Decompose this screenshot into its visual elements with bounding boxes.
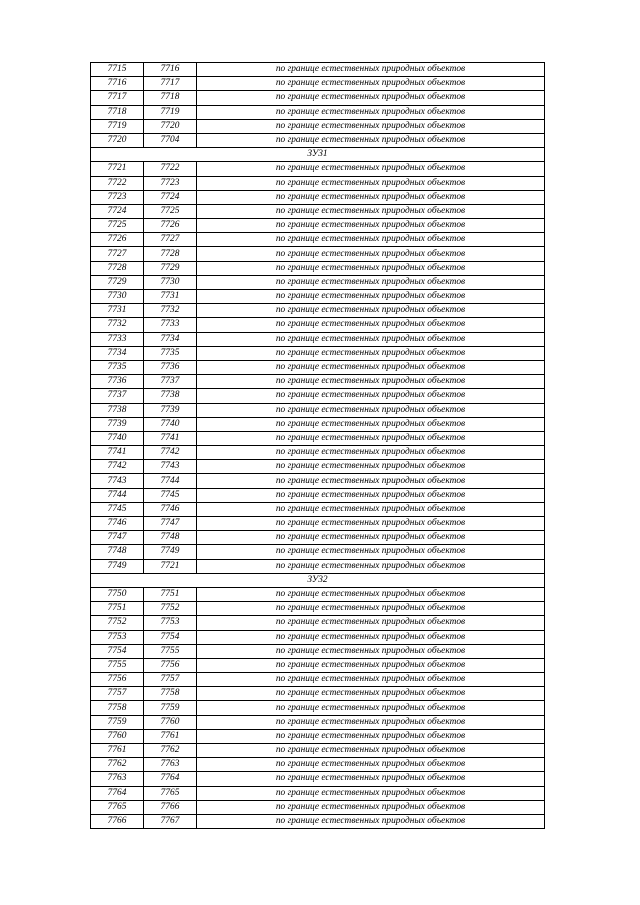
point-to-cell: 7759 xyxy=(144,701,197,715)
table-row xyxy=(91,190,545,204)
point-from-cell: 7739 xyxy=(91,417,144,431)
point-from-cell: 7747 xyxy=(91,531,144,545)
point-from-cell: 7734 xyxy=(91,346,144,360)
point-from-cell: 7727 xyxy=(91,247,144,261)
boundary-description-cell: по границе естественных природных объектов xyxy=(197,729,545,743)
table-row xyxy=(91,389,545,403)
point-from-cell: 7748 xyxy=(91,545,144,559)
boundary-description-cell: по границе естественных природных объектов xyxy=(197,247,545,261)
point-from-cell: 7721 xyxy=(91,162,144,176)
point-to-cell: 7757 xyxy=(144,673,197,687)
boundary-description-cell: по границе естественных природных объектов xyxy=(197,602,545,616)
table-row xyxy=(91,275,545,289)
point-from-cell: 7732 xyxy=(91,318,144,332)
point-to-cell: 7722 xyxy=(144,162,197,176)
point-to-cell: 7716 xyxy=(144,63,197,77)
point-from-cell: 7766 xyxy=(91,814,144,828)
point-to-cell: 7749 xyxy=(144,545,197,559)
boundary-table-body xyxy=(91,63,545,829)
point-from-cell: 7730 xyxy=(91,290,144,304)
point-from-cell: 7750 xyxy=(91,587,144,601)
point-to-cell: 7747 xyxy=(144,517,197,531)
point-from-cell: 7725 xyxy=(91,219,144,233)
boundary-description-cell: по границе естественных природных объектов xyxy=(197,318,545,332)
point-from-cell: 7763 xyxy=(91,772,144,786)
table-row xyxy=(91,119,545,133)
boundary-table xyxy=(90,62,545,829)
table-row xyxy=(91,474,545,488)
boundary-description-cell: по границе естественных природных объектов xyxy=(197,786,545,800)
point-to-cell: 7766 xyxy=(144,800,197,814)
point-from-cell: 7746 xyxy=(91,517,144,531)
point-to-cell: 7726 xyxy=(144,219,197,233)
point-from-cell: 7762 xyxy=(91,758,144,772)
point-to-cell: 7720 xyxy=(144,119,197,133)
table-row xyxy=(91,559,545,573)
boundary-description-cell: по границе естественных природных объектов xyxy=(197,758,545,772)
boundary-description-cell: по границе естественных природных объектов xyxy=(197,814,545,828)
point-to-cell: 7745 xyxy=(144,488,197,502)
table-row xyxy=(91,360,545,374)
table-row xyxy=(91,715,545,729)
point-to-cell: 7752 xyxy=(144,602,197,616)
point-to-cell: 7736 xyxy=(144,360,197,374)
point-from-cell: 7761 xyxy=(91,744,144,758)
point-from-cell: 7716 xyxy=(91,77,144,91)
point-from-cell: 7729 xyxy=(91,275,144,289)
point-to-cell: 7728 xyxy=(144,247,197,261)
point-to-cell: 7724 xyxy=(144,190,197,204)
point-from-cell: 7736 xyxy=(91,375,144,389)
section-header-row xyxy=(91,573,545,587)
point-to-cell: 7760 xyxy=(144,715,197,729)
point-to-cell: 7740 xyxy=(144,417,197,431)
boundary-description-cell: по границе естественных природных объектов xyxy=(197,630,545,644)
point-from-cell: 7749 xyxy=(91,559,144,573)
table-row xyxy=(91,290,545,304)
boundary-description-cell: по границе естественных природных объектов xyxy=(197,744,545,758)
boundary-description-cell: по границе естественных природных объектов xyxy=(197,800,545,814)
point-to-cell: 7725 xyxy=(144,204,197,218)
boundary-description-cell: по границе естественных природных объектов xyxy=(197,488,545,502)
point-to-cell: 7739 xyxy=(144,403,197,417)
point-to-cell: 7734 xyxy=(144,332,197,346)
point-to-cell: 7753 xyxy=(144,616,197,630)
table-row xyxy=(91,332,545,346)
point-from-cell: 7724 xyxy=(91,204,144,218)
boundary-description-cell: по границе естественных природных объектов xyxy=(197,275,545,289)
point-from-cell: 7720 xyxy=(91,133,144,147)
point-from-cell: 7718 xyxy=(91,105,144,119)
point-to-cell: 7738 xyxy=(144,389,197,403)
point-to-cell: 7751 xyxy=(144,587,197,601)
table-row xyxy=(91,403,545,417)
table-row xyxy=(91,729,545,743)
boundary-description-cell: по границе естественных природных объектов xyxy=(197,772,545,786)
boundary-description-cell: по границе естественных природных объектов xyxy=(197,460,545,474)
boundary-description-cell: по границе естественных природных объектов xyxy=(197,190,545,204)
table-row xyxy=(91,502,545,516)
table-row xyxy=(91,233,545,247)
table-row xyxy=(91,673,545,687)
point-from-cell: 7735 xyxy=(91,360,144,374)
table-row xyxy=(91,91,545,105)
boundary-description-cell: по границе естественных природных объектов xyxy=(197,162,545,176)
point-to-cell: 7718 xyxy=(144,91,197,105)
section-header: ЗУ31 xyxy=(91,148,545,162)
table-row xyxy=(91,744,545,758)
boundary-description-cell: по границе естественных природных объектов xyxy=(197,91,545,105)
boundary-description-cell: по границе естественных природных объектов xyxy=(197,389,545,403)
table-row xyxy=(91,431,545,445)
point-to-cell: 7754 xyxy=(144,630,197,644)
point-to-cell: 7732 xyxy=(144,304,197,318)
point-from-cell: 7731 xyxy=(91,304,144,318)
boundary-description-cell: по границе естественных природных объектов xyxy=(197,304,545,318)
table-row xyxy=(91,204,545,218)
point-from-cell: 7755 xyxy=(91,658,144,672)
table-row xyxy=(91,701,545,715)
table-row xyxy=(91,460,545,474)
point-from-cell: 7719 xyxy=(91,119,144,133)
point-from-cell: 7744 xyxy=(91,488,144,502)
point-to-cell: 7742 xyxy=(144,446,197,460)
point-from-cell: 7726 xyxy=(91,233,144,247)
section-header: ЗУ32 xyxy=(91,573,545,587)
point-to-cell: 7744 xyxy=(144,474,197,488)
boundary-description-cell: по границе естественных природных объектов xyxy=(197,531,545,545)
table-row xyxy=(91,602,545,616)
table-row xyxy=(91,772,545,786)
boundary-description-cell: по границе естественных природных объектов xyxy=(197,644,545,658)
point-to-cell: 7733 xyxy=(144,318,197,332)
table-row xyxy=(91,247,545,261)
table-row xyxy=(91,261,545,275)
point-from-cell: 7733 xyxy=(91,332,144,346)
table-row xyxy=(91,488,545,502)
table-row xyxy=(91,77,545,91)
boundary-description-cell: по границе естественных природных объектов xyxy=(197,176,545,190)
point-to-cell: 7730 xyxy=(144,275,197,289)
boundary-description-cell: по границе естественных природных объектов xyxy=(197,616,545,630)
table-row xyxy=(91,417,545,431)
table-row xyxy=(91,545,545,559)
point-to-cell: 7763 xyxy=(144,758,197,772)
boundary-description-cell: по границе естественных природных объектов xyxy=(197,431,545,445)
table-row xyxy=(91,644,545,658)
table-row xyxy=(91,517,545,531)
point-from-cell: 7760 xyxy=(91,729,144,743)
point-from-cell: 7740 xyxy=(91,431,144,445)
point-from-cell: 7745 xyxy=(91,502,144,516)
point-to-cell: 7741 xyxy=(144,431,197,445)
point-to-cell: 7723 xyxy=(144,176,197,190)
table-row xyxy=(91,375,545,389)
point-to-cell: 7756 xyxy=(144,658,197,672)
boundary-description-cell: по границе естественных природных объектов xyxy=(197,133,545,147)
table-row xyxy=(91,219,545,233)
point-to-cell: 7731 xyxy=(144,290,197,304)
point-from-cell: 7715 xyxy=(91,63,144,77)
point-to-cell: 7767 xyxy=(144,814,197,828)
point-to-cell: 7729 xyxy=(144,261,197,275)
point-to-cell: 7743 xyxy=(144,460,197,474)
point-to-cell: 7748 xyxy=(144,531,197,545)
point-from-cell: 7741 xyxy=(91,446,144,460)
boundary-description-cell: по границе естественных природных объектов xyxy=(197,701,545,715)
boundary-description-cell: по границе естественных природных объектов xyxy=(197,417,545,431)
boundary-description-cell: по границе естественных природных объектов xyxy=(197,219,545,233)
table-row xyxy=(91,758,545,772)
point-to-cell: 7762 xyxy=(144,744,197,758)
table-row xyxy=(91,687,545,701)
point-from-cell: 7752 xyxy=(91,616,144,630)
point-to-cell: 7721 xyxy=(144,559,197,573)
table-row xyxy=(91,176,545,190)
point-from-cell: 7738 xyxy=(91,403,144,417)
table-row xyxy=(91,630,545,644)
boundary-description-cell: по границе естественных природных объектов xyxy=(197,346,545,360)
boundary-description-cell: по границе естественных природных объектов xyxy=(197,502,545,516)
point-from-cell: 7765 xyxy=(91,800,144,814)
boundary-description-cell: по границе естественных природных объектов xyxy=(197,261,545,275)
table-row xyxy=(91,814,545,828)
table-row xyxy=(91,658,545,672)
boundary-description-cell: по границе естественных природных объектов xyxy=(197,360,545,374)
point-to-cell: 7704 xyxy=(144,133,197,147)
boundary-description-cell: по границе естественных природных объектов xyxy=(197,332,545,346)
point-from-cell: 7764 xyxy=(91,786,144,800)
point-to-cell: 7758 xyxy=(144,687,197,701)
boundary-description-cell: по границе естественных природных объектов xyxy=(197,517,545,531)
point-from-cell: 7758 xyxy=(91,701,144,715)
point-to-cell: 7727 xyxy=(144,233,197,247)
boundary-description-cell: по границе естественных природных объектов xyxy=(197,545,545,559)
table-row xyxy=(91,786,545,800)
point-from-cell: 7751 xyxy=(91,602,144,616)
table-row xyxy=(91,63,545,77)
point-from-cell: 7737 xyxy=(91,389,144,403)
point-to-cell: 7755 xyxy=(144,644,197,658)
point-from-cell: 7728 xyxy=(91,261,144,275)
point-to-cell: 7765 xyxy=(144,786,197,800)
boundary-description-cell: по границе естественных природных объектов xyxy=(197,119,545,133)
table-row xyxy=(91,105,545,119)
point-to-cell: 7764 xyxy=(144,772,197,786)
point-to-cell: 7717 xyxy=(144,77,197,91)
boundary-description-cell: по границе естественных природных объектов xyxy=(197,587,545,601)
boundary-description-cell: по границе естественных природных объектов xyxy=(197,446,545,460)
table-row xyxy=(91,800,545,814)
point-to-cell: 7746 xyxy=(144,502,197,516)
table-row xyxy=(91,304,545,318)
table-row xyxy=(91,616,545,630)
boundary-description-cell: по границе естественных природных объектов xyxy=(197,403,545,417)
table-row xyxy=(91,531,545,545)
point-from-cell: 7743 xyxy=(91,474,144,488)
point-to-cell: 7737 xyxy=(144,375,197,389)
point-to-cell: 7761 xyxy=(144,729,197,743)
point-from-cell: 7722 xyxy=(91,176,144,190)
table-row xyxy=(91,133,545,147)
point-from-cell: 7759 xyxy=(91,715,144,729)
table-row xyxy=(91,587,545,601)
table-row xyxy=(91,318,545,332)
point-from-cell: 7757 xyxy=(91,687,144,701)
boundary-description-cell: по границе естественных природных объектов xyxy=(197,474,545,488)
table-row xyxy=(91,162,545,176)
boundary-description-cell: по границе естественных природных объектов xyxy=(197,204,545,218)
boundary-description-cell: по границе естественных природных объектов xyxy=(197,658,545,672)
point-from-cell: 7756 xyxy=(91,673,144,687)
point-from-cell: 7754 xyxy=(91,644,144,658)
boundary-description-cell: по границе естественных природных объектов xyxy=(197,673,545,687)
boundary-description-cell: по границе естественных природных объектов xyxy=(197,715,545,729)
point-from-cell: 7717 xyxy=(91,91,144,105)
boundary-description-cell: по границе естественных природных объектов xyxy=(197,687,545,701)
section-header-row xyxy=(91,148,545,162)
boundary-description-cell: по границе естественных природных объектов xyxy=(197,63,545,77)
table-row xyxy=(91,446,545,460)
point-from-cell: 7742 xyxy=(91,460,144,474)
point-to-cell: 7735 xyxy=(144,346,197,360)
point-to-cell: 7719 xyxy=(144,105,197,119)
table-row xyxy=(91,346,545,360)
boundary-description-cell: по границе естественных природных объектов xyxy=(197,77,545,91)
boundary-description-cell: по границе естественных природных объектов xyxy=(197,290,545,304)
point-from-cell: 7753 xyxy=(91,630,144,644)
boundary-description-cell: по границе естественных природных объектов xyxy=(197,105,545,119)
boundary-description-cell: по границе естественных природных объектов xyxy=(197,559,545,573)
boundary-description-cell: по границе естественных природных объектов xyxy=(197,233,545,247)
point-from-cell: 7723 xyxy=(91,190,144,204)
boundary-description-cell: по границе естественных природных объектов xyxy=(197,375,545,389)
